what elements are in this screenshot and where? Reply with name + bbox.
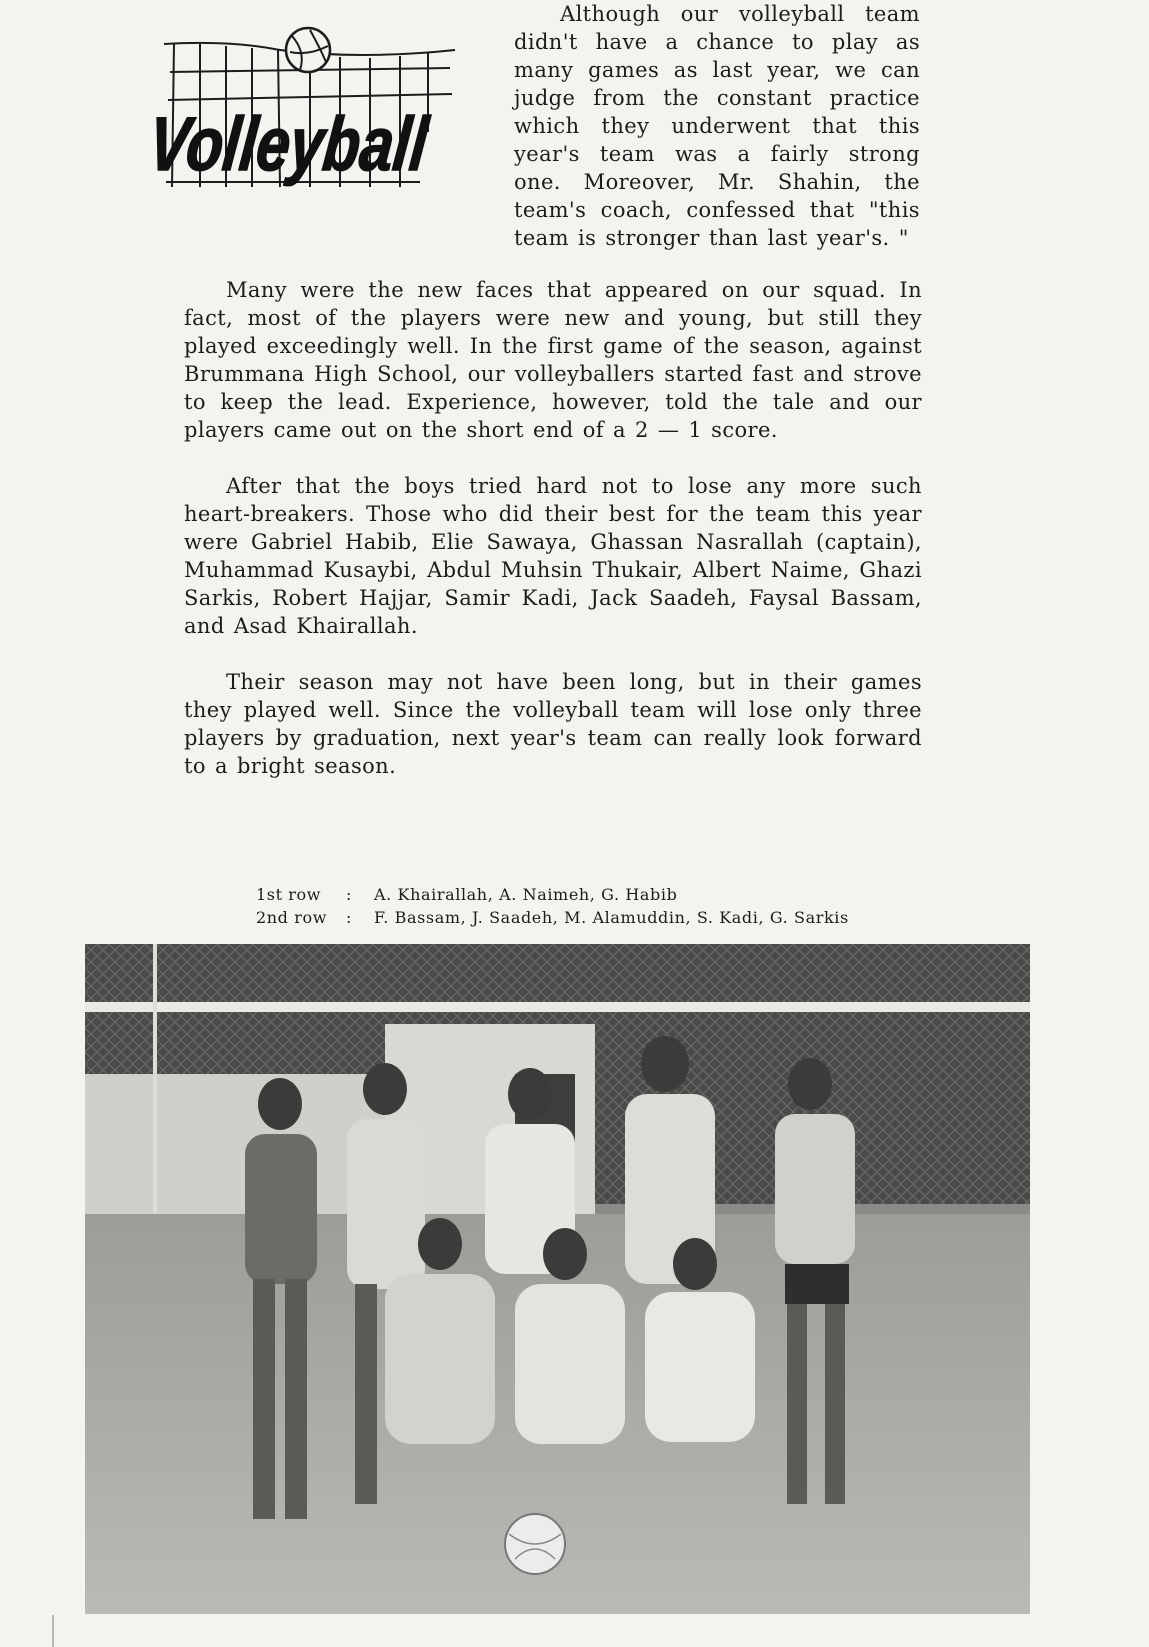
paragraph-players: After that the boys tried hard not to lose any more such heart-breakers. Those who did their best for the team this year were Gabriel Habib, Elie Sawaya, Ghassan Nasrallah (captain), Muhammad Kusaybi, Abdul Muhsin Thukair, Albert Naime, Ghazi Sarkis, Robert Hajjar, Samir Kadi, Jack Saadeh, Faysal Bassam, and Asad Khairallah. [184,474,922,638]
team-photo-illustration [85,944,1030,1614]
team-photo [85,944,1030,1614]
volleyball-net-icon [144,22,506,212]
caption-row-separator: : [346,885,352,904]
caption-row-second [256,906,956,929]
photo-caption [256,883,956,929]
caption-row-label: 1st row [256,885,322,904]
page-margin-mark [52,1615,54,1647]
paragraph-outlook: Their season may not have been long, but in their games they played well. Since the volleyball team will lose only three players by graduation, next year's team can really look forward to a bright season. [184,670,922,778]
caption-row-label: 2nd row [256,908,327,927]
caption-row-names: A. Khairallah, A. Naimeh, G. Habib [374,885,678,904]
caption-row-separator: : [346,908,352,927]
logo-word: Volleyball [144,102,506,187]
paragraph-intro: Although our volleyball team didn't have a chance to play as many games as last year, we can judge from the constant practice which they underwent that this year's team was a fairly strong one. Moreover, Mr. Shahin, the team's coach, confessed that "this team is stronger than last year's. " [514,2,920,250]
caption-row-names: F. Bassam, J. Saadeh, M. Alamuddin, S. Kadi, G. Sarkis [374,908,849,927]
caption-row-first [256,883,956,906]
volleyball-logo [144,22,506,212]
paragraph-new-faces: Many were the new faces that appeared on our squad. In fact, most of the players were new and young, but still they played exceedingly well. In the first game of the season, against Brummana High School, our volleyballers started fast and strove to keep the lead. Experience, however, told the tale and our players came out on the short end of a 2 — 1 score. [184,278,922,442]
